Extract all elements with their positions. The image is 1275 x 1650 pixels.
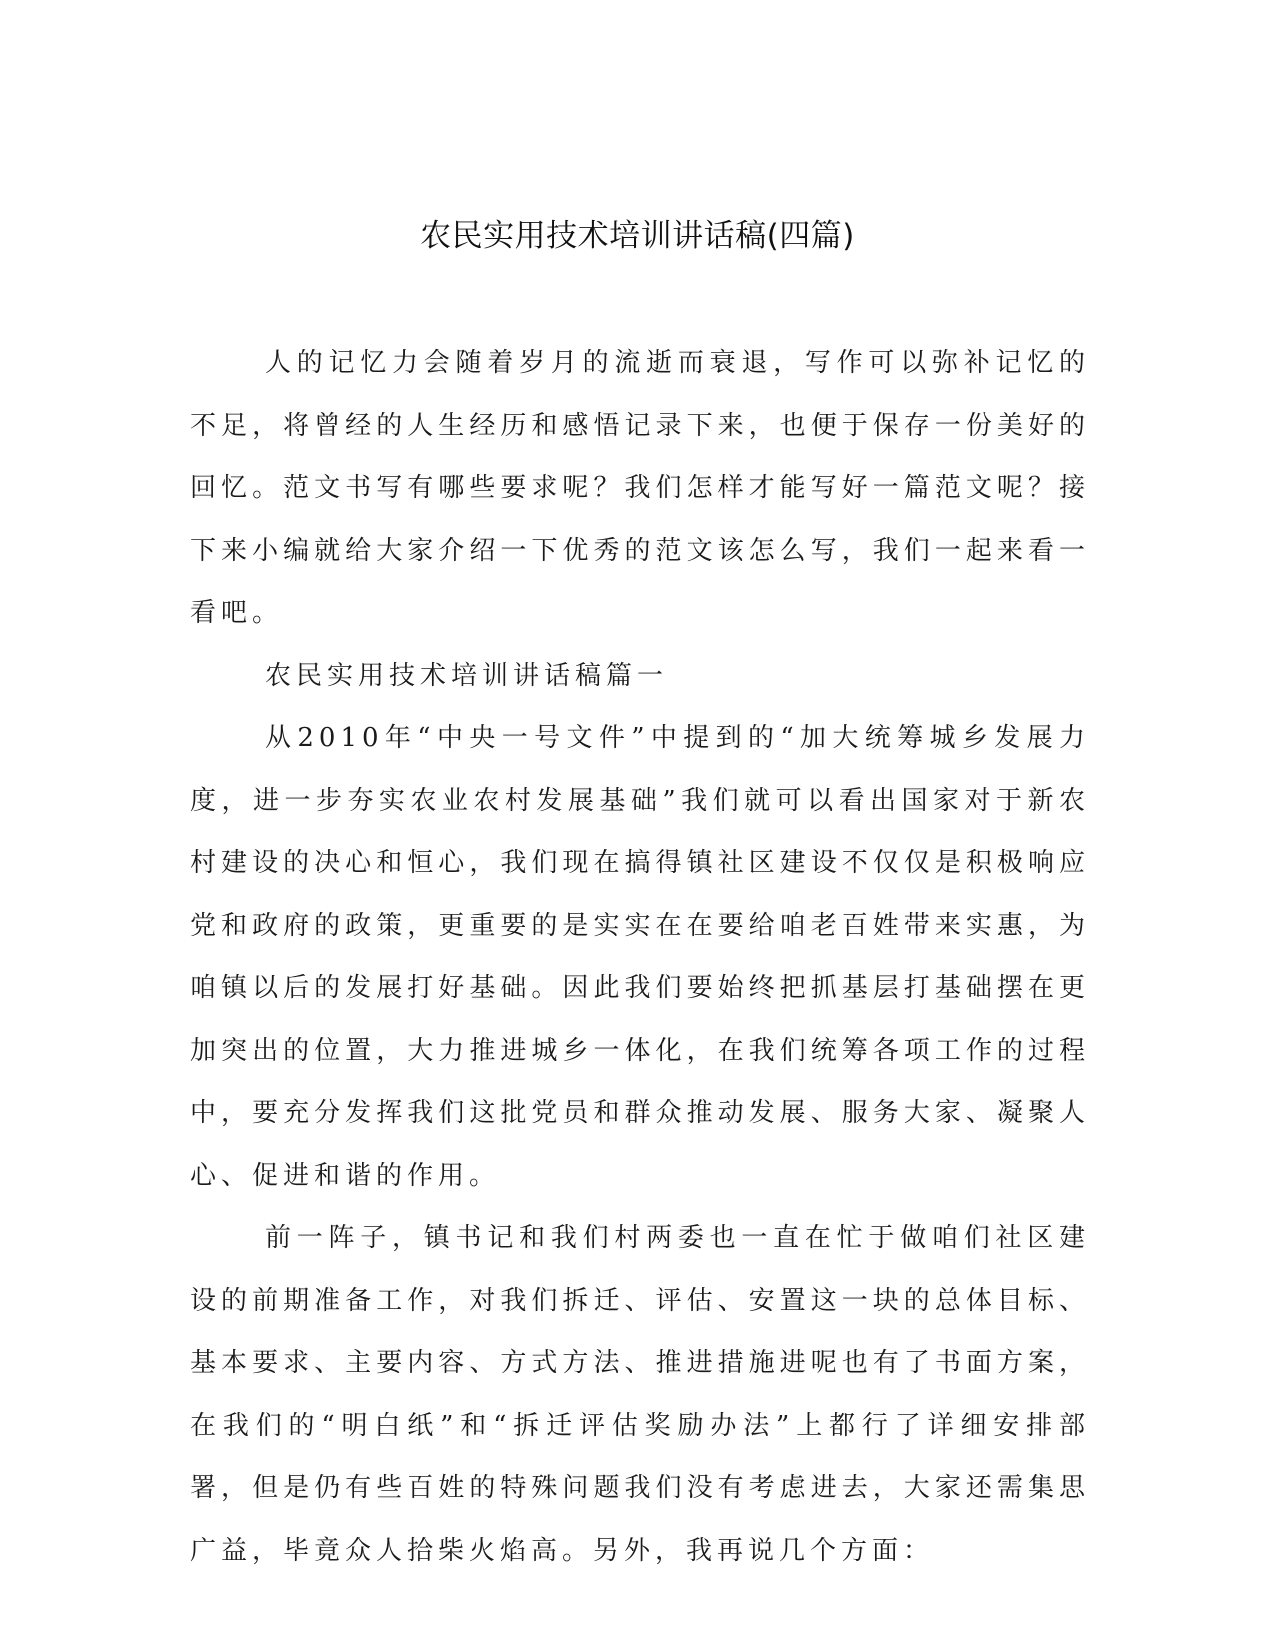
intro-paragraph: 人的记忆力会随着岁月的流逝而衰退，写作可以弥补记忆的不足，将曾经的人生经历和感悟记录下来，也便于保存一份美好的回忆。范文书写有哪些要求呢？我们怎样才能写好一篇范文呢？接下来小编就给大家介绍一下优秀的范文该怎么写，我们一起来看一看吧。 [190, 348, 1090, 628]
section-heading: 农民实用技术培训讲话稿篇一 [265, 660, 669, 691]
document-title: 农民实用技术培训讲话稿(四篇) [420, 218, 855, 254]
body-paragraph: 从2010年“中央一号文件”中提到的“加大统筹城乡发展力度，进一步夯实农业农村发展基础”我们就可以看出国家对于新农村建设的决心和恒心，我们现在搞得镇社区建设不仅仅是积极响应党和政府的政策，更重要的是实实在在要给咱老百姓带来实惠，为咱镇以后的发展打好基础。因此我们要始终把抓基层打基础摆在更加突出的位置，大力推进城乡一体化，在我们统筹各项工作的过程中，要充分发挥我们这批党员和群众推动发展、服务大家、凝聚人心、促进和谐的作用。 [190, 723, 1090, 1191]
body-paragraph: 前一阵子，镇书记和我们村两委也一直在忙于做咱们社区建设的前期准备工作，对我们拆迁、评估、安置这一块的总体目标、基本要求、主要内容、方式方法、推进措施进呢也有了书面方案，在我们的“明白纸”和“拆迁评估奖励办法”上都行了详细安排部署，但是仍有些百姓的特殊问题我们没有考虑进去，大家还需集思广益，毕竟众人拾柴火焰高。另外，我再说几个方面： [190, 1223, 1090, 1566]
document-body [190, 332, 1090, 1582]
